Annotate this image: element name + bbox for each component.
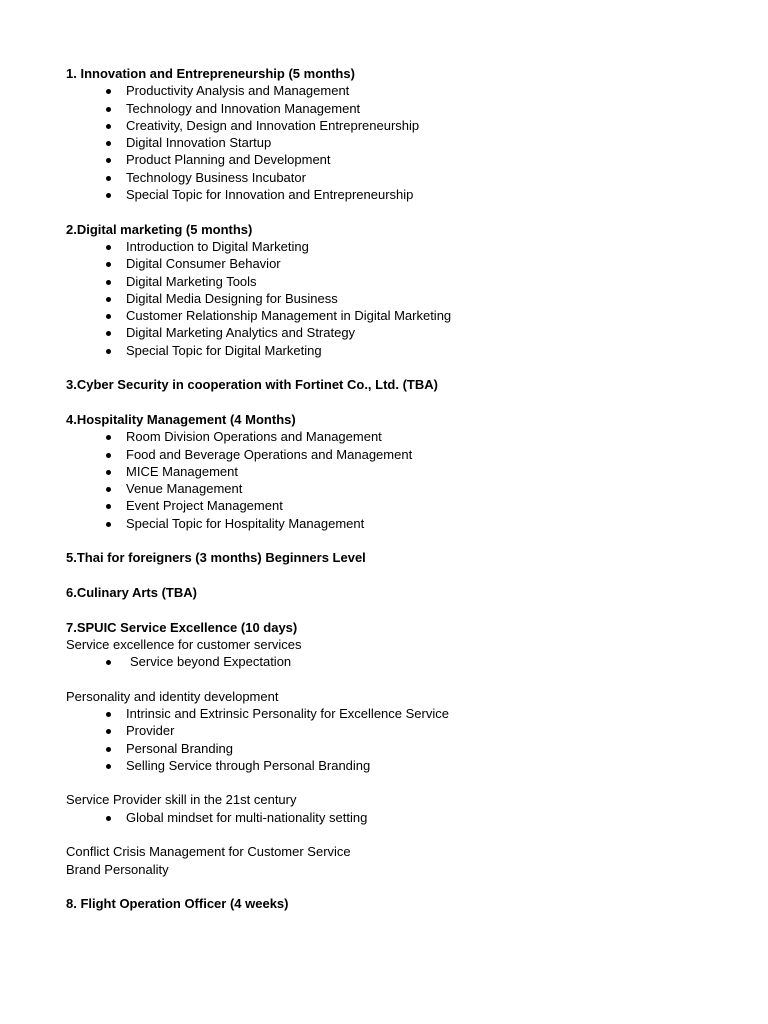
- list-item: Service beyond Expectation: [66, 653, 746, 670]
- list-item: MICE Management: [66, 463, 746, 480]
- list-item: Global mindset for multi-nationality setting: [66, 809, 746, 826]
- section-heading-6: 6.Culinary Arts (TBA): [66, 584, 197, 600]
- list-item: Provider: [66, 722, 746, 739]
- bullet-icon: [106, 660, 111, 665]
- bullet-icon: [106, 141, 111, 146]
- bullet-icon: [106, 349, 111, 354]
- subsection-title: Service Provider skill in the 21st century: [66, 792, 297, 808]
- bullet-icon: [106, 729, 111, 734]
- spacer: [66, 203, 746, 220]
- bullet-icon: [106, 504, 111, 509]
- list-item: Intrinsic and Extrinsic Personality for Excellence Service: [66, 705, 746, 722]
- list-item: Special Topic for Innovation and Entrepreneurship: [66, 186, 746, 203]
- bullet-icon: [106, 453, 111, 458]
- bullet-icon: [106, 331, 111, 336]
- bullet-icon: [106, 107, 111, 112]
- list-item: Event Project Management: [66, 497, 746, 514]
- list-item: Digital Marketing Analytics and Strategy: [66, 324, 746, 341]
- list-item: Special Topic for Hospitality Management: [66, 515, 746, 532]
- list-item: Introduction to Digital Marketing: [66, 238, 746, 255]
- list-item: Creativity, Design and Innovation Entrepreneurship: [66, 117, 746, 134]
- section-heading-7: 7.SPUIC Service Excellence (10 days): [66, 619, 298, 635]
- subsection-title: Service excellence for customer services: [66, 636, 302, 652]
- conflict-line: Conflict Crisis Management for Customer Service: [66, 844, 351, 860]
- list-item: Customer Relationship Management in Digital Marketing: [66, 307, 746, 324]
- spacer: [66, 359, 746, 376]
- bullet-icon: [106, 487, 111, 492]
- spacer: [66, 567, 746, 584]
- bullet-icon: [106, 314, 111, 319]
- spacer: [66, 601, 746, 618]
- list-item: Technology and Innovation Management: [66, 100, 746, 117]
- bullet-icon: [106, 193, 111, 198]
- bullet-icon: [106, 280, 111, 285]
- section-2-list: [66, 238, 746, 359]
- bullet-icon: [106, 470, 111, 475]
- subsection-title: Personality and identity development: [66, 688, 279, 704]
- section-heading-3: 3.Cyber Security in cooperation with Fortinet Co., Ltd. (TBA): [66, 377, 438, 393]
- list-item: Special Topic for Digital Marketing: [66, 342, 746, 359]
- bullet-icon: [106, 158, 111, 163]
- list-item: Technology Business Incubator: [66, 169, 746, 186]
- brand-line: Brand Personality: [66, 861, 169, 877]
- section-4-list: [66, 428, 746, 532]
- list-item: Digital Innovation Startup: [66, 134, 746, 151]
- section-heading-2: 2.Digital marketing (5 months): [66, 221, 253, 237]
- bullet-icon: [106, 89, 111, 94]
- list-item: Digital Consumer Behavior: [66, 255, 746, 272]
- bullet-icon: [106, 816, 111, 821]
- bullet-icon: [106, 522, 111, 527]
- spacer: [66, 670, 746, 687]
- bullet-icon: [106, 245, 111, 250]
- skill-list: [66, 809, 746, 826]
- bullet-icon: [106, 262, 111, 267]
- list-item: Productivity Analysis and Management: [66, 82, 746, 99]
- bullet-icon: [106, 747, 111, 752]
- spacer: [66, 878, 746, 895]
- bullet-icon: [106, 124, 111, 129]
- document-body: [66, 65, 746, 913]
- list-item: Food and Beverage Operations and Management: [66, 446, 746, 463]
- list-item: Personal Branding: [66, 740, 746, 757]
- bullet-icon: [106, 435, 111, 440]
- list-item: Venue Management: [66, 480, 746, 497]
- list-item: Product Planning and Development: [66, 151, 746, 168]
- spacer: [66, 774, 746, 791]
- section-1-list: [66, 82, 746, 203]
- bullet-icon: [106, 764, 111, 769]
- section-heading-5: 5.Thai for foreigners (3 months) Beginners Level: [66, 550, 366, 566]
- bullet-icon: [106, 297, 111, 302]
- bullet-icon: [106, 712, 111, 717]
- section-heading-1: 1. Innovation and Entrepreneurship (5 months): [66, 66, 355, 81]
- spacer: [66, 394, 746, 411]
- section-heading-8: 8. Flight Operation Officer (4 weeks): [66, 896, 289, 912]
- list-item: Digital Marketing Tools: [66, 273, 746, 290]
- section-heading-4: 4.Hospitality Management (4 Months): [66, 411, 296, 427]
- list-item: Selling Service through Personal Branding: [66, 757, 746, 774]
- service-excellence-list: [66, 653, 746, 670]
- personality-list: [66, 705, 746, 774]
- list-item: Room Division Operations and Management: [66, 428, 746, 445]
- spacer: [66, 532, 746, 549]
- spacer: [66, 826, 746, 843]
- bullet-icon: [106, 176, 111, 181]
- list-item: Digital Media Designing for Business: [66, 290, 746, 307]
